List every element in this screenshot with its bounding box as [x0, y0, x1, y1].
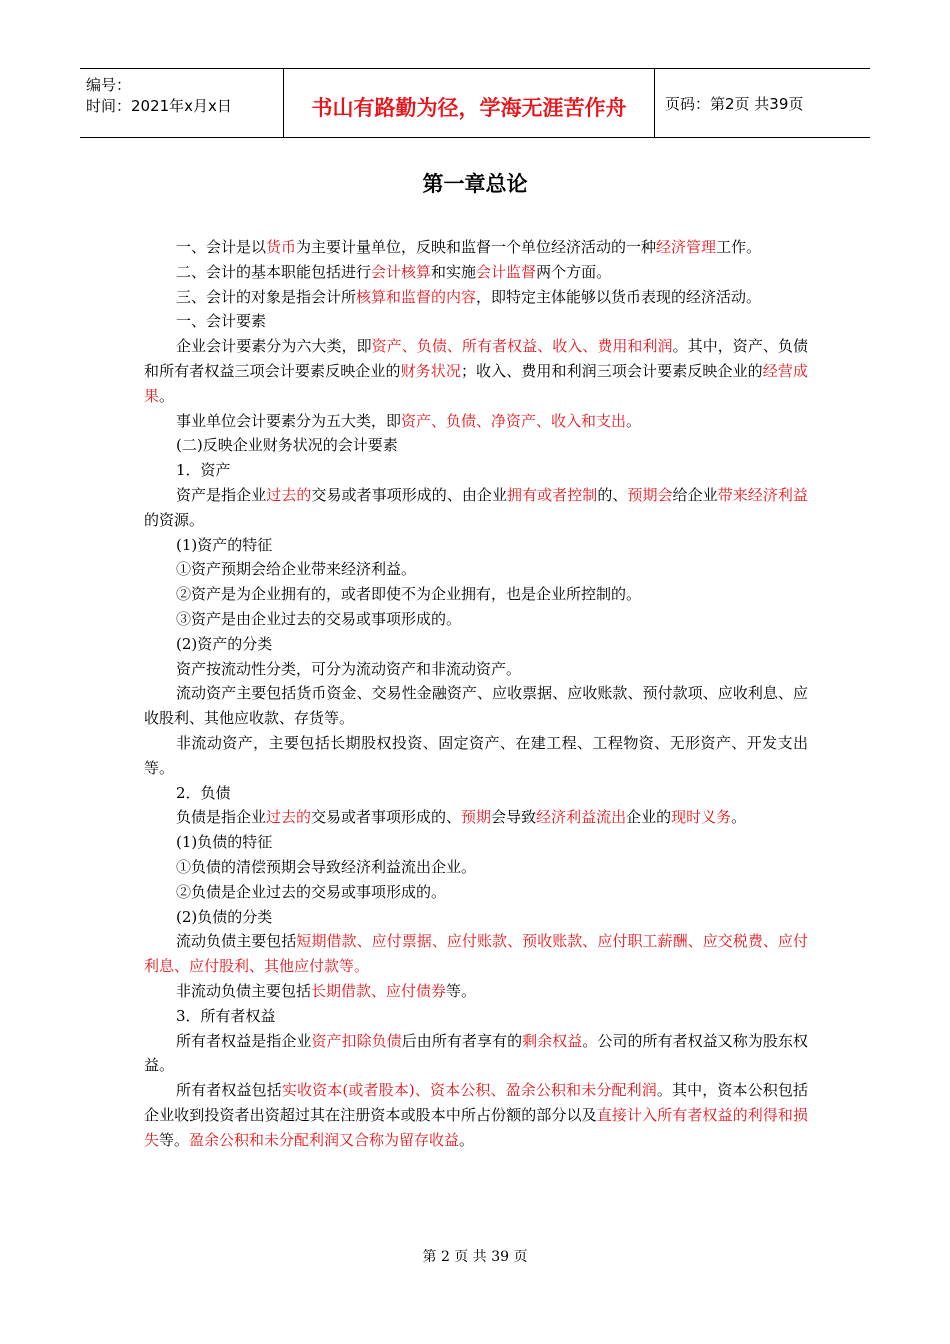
body-text	[144, 235, 808, 1152]
text-run: 事业单位会计要素分为五大类，即	[176, 411, 402, 430]
text-run: 给企业	[672, 485, 718, 504]
document-code-label: 编号：	[86, 76, 132, 94]
text-run: 。公司的所有者权益又称为股东权益。	[144, 1031, 808, 1075]
text-run: 。	[159, 386, 175, 405]
highlighted-text: 货币	[266, 238, 297, 256]
text-run: 一、会计要素	[176, 312, 267, 331]
text-run: ②负债是企业过去的交易或事项形成的。	[176, 882, 447, 901]
text-run: 2．负债	[176, 783, 231, 802]
body-paragraph	[144, 830, 808, 855]
header-motto: 书山有路勤为径，学海无涯苦作舟	[311, 96, 627, 120]
body-paragraph	[144, 805, 808, 830]
body-paragraph	[144, 285, 808, 310]
body-paragraph	[144, 632, 808, 657]
page-header	[80, 68, 870, 138]
body-paragraph	[144, 1029, 808, 1079]
text-run: (2)资产的分类	[176, 634, 273, 653]
text-run: ，即特定主体能够以货币表现的经济活动。	[476, 287, 762, 306]
highlighted-text: 会计核算	[371, 262, 432, 281]
header-page-info-cell	[655, 69, 870, 137]
highlighted-text: 预期会	[627, 485, 673, 504]
highlighted-text: 经济管理	[656, 238, 717, 256]
text-run: 非流动资产，主要包括长期股权投资、固定资产、在建工程、工程物资、无形资产、开发支出等。	[144, 733, 808, 777]
text-run: 交易或者事项形成的、	[311, 808, 462, 827]
highlighted-text: 核算和监督的内容	[356, 287, 477, 306]
body-paragraph	[144, 235, 808, 260]
text-run: ③资产是由企业过去的交易或事项形成的。	[176, 609, 462, 628]
text-run: (2)负债的分类	[176, 907, 273, 926]
highlighted-text: 盈余公积和未分配利润又合称为留存收益	[189, 1130, 460, 1149]
text-run: 为主要计量单位，反映和监督一个单位经济活动的一种	[296, 238, 657, 256]
text-run: 1．资产	[176, 461, 231, 480]
highlighted-text: 经营成果	[144, 361, 808, 405]
body-paragraph	[144, 458, 808, 483]
text-run: 。其中，资产、负债和所有者权益三项会计要素反映企业的	[144, 337, 808, 380]
text-run: 。	[626, 411, 642, 430]
highlighted-text: 会计监督	[476, 262, 537, 281]
body-paragraph	[144, 1004, 808, 1029]
text-run: (1)资产的特征	[176, 535, 273, 554]
text-run: 流动负债主要包括	[176, 932, 297, 951]
highlighted-text: 财务状况	[400, 361, 461, 380]
body-paragraph	[144, 557, 808, 582]
highlighted-text: 短期借款、应付票据、应付账款、预收账款、应付职工薪酬、应交税费、应付利息、应付股利、其他应付款等。	[144, 932, 808, 976]
text-run: 所有者权益是指企业	[176, 1031, 312, 1050]
text-run: 三、会计的对象是指会计所	[176, 287, 357, 306]
text-run: 企业的	[626, 808, 672, 827]
highlighted-text: 剩余权益	[522, 1031, 583, 1050]
text-run: 3．所有者权益	[176, 1006, 276, 1025]
text-run: 二、会计的基本职能包括进行	[176, 262, 372, 281]
body-paragraph	[144, 929, 808, 979]
text-run: (1)负债的特征	[176, 833, 273, 852]
text-run: 非流动负债主要包括	[176, 981, 312, 1000]
body-paragraph	[144, 483, 808, 533]
body-paragraph	[144, 309, 808, 334]
text-run: 企业会计要素分为六大类，即	[176, 337, 372, 356]
highlighted-text: 带来经济利益	[717, 485, 808, 504]
text-run: 。	[459, 1130, 475, 1149]
body-paragraph	[144, 334, 808, 408]
header-motto-cell	[283, 69, 655, 137]
text-run: ；收入、费用和利润三项会计要素反映企业的	[460, 361, 763, 380]
text-run: 的资源。	[144, 510, 205, 529]
header-page-info: 页码：第2页 共39页	[665, 95, 804, 113]
text-run: 的、	[597, 485, 628, 504]
text-run: 所有者权益包括	[176, 1081, 282, 1100]
text-run: 等。	[159, 1130, 190, 1149]
chapter-title: 第一章总论	[422, 172, 528, 196]
body-paragraph	[144, 880, 808, 905]
body-paragraph	[144, 979, 808, 1004]
text-run: ①负债的清偿预期会导致经济利益流出企业。	[176, 857, 477, 876]
text-run: 两个方面。	[536, 262, 612, 281]
header-left-cell	[80, 69, 283, 137]
highlighted-text: 过去的	[266, 808, 312, 827]
body-paragraph	[144, 657, 808, 682]
body-paragraph	[144, 855, 808, 880]
text-run: 等。	[446, 981, 477, 1000]
highlighted-text: 资产、负债、净资产、收入和支出	[401, 411, 627, 430]
text-run: ②资产是为企业拥有的，或者即使不为企业拥有，也是企业所控制的。	[176, 585, 642, 604]
highlighted-text: 直接计入所有者权益的利得和损失	[144, 1105, 808, 1149]
body-paragraph	[144, 905, 808, 930]
highlighted-text: 拥有或者控制	[507, 485, 598, 504]
body-paragraph	[144, 681, 808, 731]
body-paragraph	[144, 781, 808, 806]
highlighted-text: 实收资本(或者股本)、资本公积、盈余公积和未分配利润	[281, 1081, 657, 1100]
body-paragraph	[144, 433, 808, 458]
highlighted-text: 预期	[461, 808, 492, 827]
text-run: 。	[731, 808, 747, 827]
body-paragraph	[144, 409, 808, 434]
body-paragraph	[144, 1078, 808, 1152]
text-run: ①资产预期会给企业带来经济利益。	[176, 560, 417, 579]
highlighted-text: 资产、负债、所有者权益、收入、费用和利润	[371, 337, 673, 356]
text-run: 后由所有者享有的	[401, 1031, 523, 1050]
highlighted-text: 资产扣除负债	[311, 1031, 402, 1050]
text-run: 负债是指企业	[176, 808, 267, 827]
body-paragraph	[144, 582, 808, 607]
page-footer: 第 2 页 共 39 页	[422, 1249, 528, 1265]
body-paragraph	[144, 533, 808, 558]
text-run: 会导致	[491, 808, 537, 827]
body-paragraph	[144, 260, 808, 285]
text-run: 一、会计是以	[176, 238, 267, 256]
text-run: 和实施	[431, 262, 477, 281]
highlighted-text: 现时义务	[671, 808, 732, 827]
highlighted-text: 过去的	[266, 485, 312, 504]
text-run: 交易或者事项形成的、由企业	[311, 485, 508, 504]
text-run: (二)反映企业财务状况的会计要素	[176, 436, 398, 455]
text-run: 资产是指企业	[176, 485, 267, 504]
text-run: 。其中，资本公积包括企业收到投资者出资超过其在注册资本或股本中所占份额的部分以及	[144, 1081, 808, 1124]
body-paragraph	[144, 731, 808, 781]
highlighted-text: 经济利益流出	[536, 808, 627, 827]
document-time-label: 时间：2021年x月x日	[86, 97, 232, 115]
text-run: 工作。	[716, 238, 762, 256]
body-paragraph	[144, 607, 808, 632]
text-run: 资产按流动性分类，可分为流动资产和非流动资产。	[176, 659, 522, 678]
text-run: 流动资产主要包括货币资金、交易性金融资产、应收票据、应收账款、预付款项、应收利息、应收股利、其他应收款、存货等。	[144, 684, 808, 728]
highlighted-text: 长期借款、应付债券	[311, 981, 447, 1000]
